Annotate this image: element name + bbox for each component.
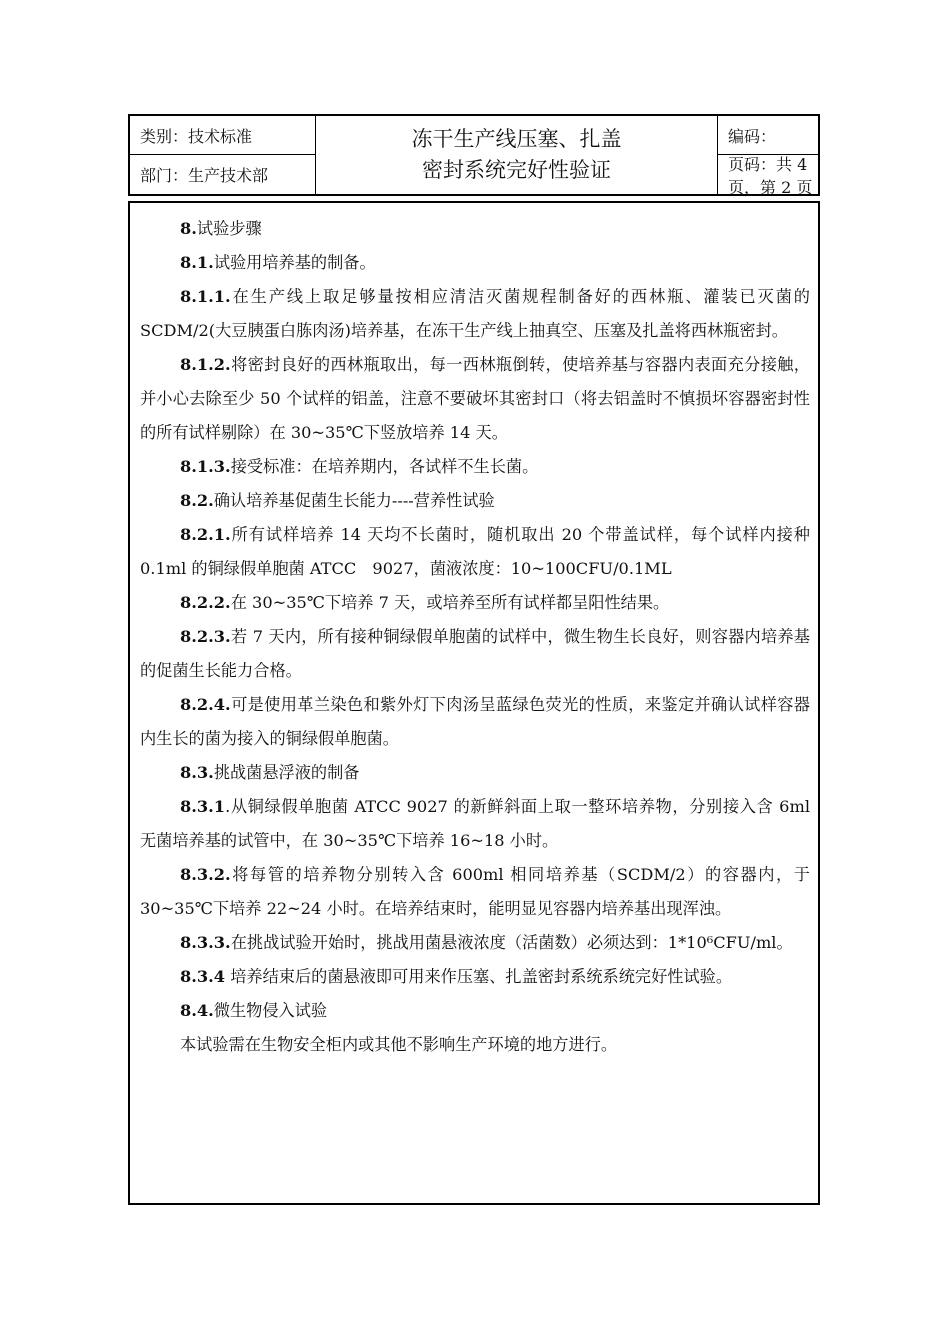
section-text: 在生产线上取足够量按相应清洁灭菌规程制备好的西林瓶、灌装已灭菌的 SCDM/2(大豆胰蛋白胨肉汤)培养基，在冻干生产线上抽真空、压塞及扎盖将西林瓶密封。: [140, 287, 810, 340]
section-number: 8.1.: [180, 253, 214, 272]
section-text: 所有试样培养 14 天均不长菌时，随机取出 20 个带盖试样，每个试样内接种 0.1ml 的铜绿假单胞菌 ATCC 9027，菌液浓度：10~100CFU/0.1ML: [140, 525, 810, 578]
section-number: 8.2.2.: [180, 593, 231, 612]
section-number: 8.3.: [180, 763, 214, 782]
section-text: 本试验需在生物安全柜内或其他不影响生产环境的地方进行。: [180, 1035, 618, 1054]
section-number: 8.3.3.: [180, 933, 231, 952]
section-number: 8.2.1.: [180, 525, 231, 544]
section-paragraph: [140, 620, 810, 688]
section-text: 确认培养基促菌生长能力----营养性试验: [213, 491, 495, 510]
section-paragraph: [140, 756, 810, 790]
section-text: 接受标准：在培养期内，各试样不生长菌。: [230, 457, 539, 476]
category-text: 类别：技术标准: [140, 126, 253, 146]
section-text: 在挑战试验开始时，挑战用菌悬液浓度（活菌数）必须达到：1*10⁶CFU/ml。: [230, 933, 793, 952]
section-paragraph: [140, 858, 810, 926]
section-number: 8.1.2.: [180, 355, 231, 374]
section-number: 8.3.4: [180, 967, 226, 986]
section-paragraph: [140, 926, 810, 960]
section-text: 将每管的培养物分别转入含 600ml 相同培养基（SCDM/2）的容器内，于 30~35℃下培养 22~24 小时。在培养结束时，能明显见容器内培养基出现浑浊。: [140, 865, 810, 918]
section-paragraph: [140, 960, 810, 994]
section-text: .从铜绿假单胞菌 ATCC 9027 的新鲜斜面上取一整环培养物，分别接入含 6ml 无菌培养基的试管中，在 30~35℃下培养 16~18 小时。: [140, 797, 810, 850]
section-paragraph: [140, 586, 810, 620]
section-text: 试验用培养基的制备。: [213, 253, 376, 272]
section-paragraph: [140, 280, 810, 348]
section-number: 8.2.4.: [180, 695, 231, 714]
section-text: 将密封良好的西林瓶取出，每一西林瓶倒转，使培养基与容器内表面充分接触，并小心去除至少 50 个试样的铝盖，注意不要破坏其密封口（将去铝盖时不慎损坏容器密封性的所有试样剔除）在 30~35℃下竖放培养 14 天。: [140, 355, 810, 442]
section-number: 8.: [180, 219, 197, 238]
section-text: 试验步骤: [196, 219, 262, 238]
section-number: 8.3.1: [180, 797, 226, 816]
section-paragraph: [140, 246, 810, 280]
category-cell: [130, 116, 316, 155]
section-paragraph: [140, 518, 810, 586]
document-content: [140, 212, 810, 1062]
section-text: 培养结束后的菌悬液即可用来作压塞、扎盖密封系统系统完好性试验。: [225, 967, 733, 986]
department-cell: [130, 155, 316, 194]
section-paragraph: [140, 688, 810, 756]
section-paragraph: [140, 790, 810, 858]
section-number: 8.1.3.: [180, 457, 231, 476]
title-line-2: 密封系统完好性验证: [422, 158, 611, 182]
section-number: 8.2.: [180, 491, 214, 510]
section-paragraph: [140, 1028, 810, 1062]
section-number: 8.3.2.: [180, 865, 231, 884]
section-text: 可是使用革兰染色和紫外灯下肉汤呈蓝绿色荧光的性质，来鉴定并确认试样容器内生长的菌为接入的铜绿假单胞菌。: [140, 695, 810, 748]
section-text: 若 7 天内，所有接种铜绿假单胞菌的试样中，微生物生长良好，则容器内培养基的促菌生长能力合格。: [140, 627, 810, 680]
page-cell: [718, 154, 818, 197]
code-text: 编码：: [728, 126, 777, 146]
section-text: 在 30~35℃下培养 7 天，或培养至所有试样都呈阳性结果。: [230, 593, 670, 612]
section-paragraph: [140, 450, 810, 484]
section-number: 8.1.1.: [180, 287, 231, 306]
section-number: 8.4.: [180, 1001, 214, 1020]
section-text: 微生物侵入试验: [213, 1001, 328, 1020]
section-paragraph: [140, 484, 810, 518]
page-number-text: 页码：共 4 页，第 2 页: [728, 154, 813, 197]
section-number: 8.2.3.: [180, 627, 231, 646]
document-header-table: [128, 114, 820, 196]
section-paragraph: [140, 994, 810, 1028]
code-cell: [718, 116, 818, 155]
document-title: [316, 116, 718, 194]
section-paragraph: [140, 348, 810, 450]
title-line-1: 冻干生产线压塞、扎盖: [411, 127, 622, 151]
department-text: 部门：生产技术部: [140, 166, 269, 185]
section-paragraph: [140, 212, 810, 246]
section-text: 挑战菌悬浮液的制备: [213, 763, 360, 782]
